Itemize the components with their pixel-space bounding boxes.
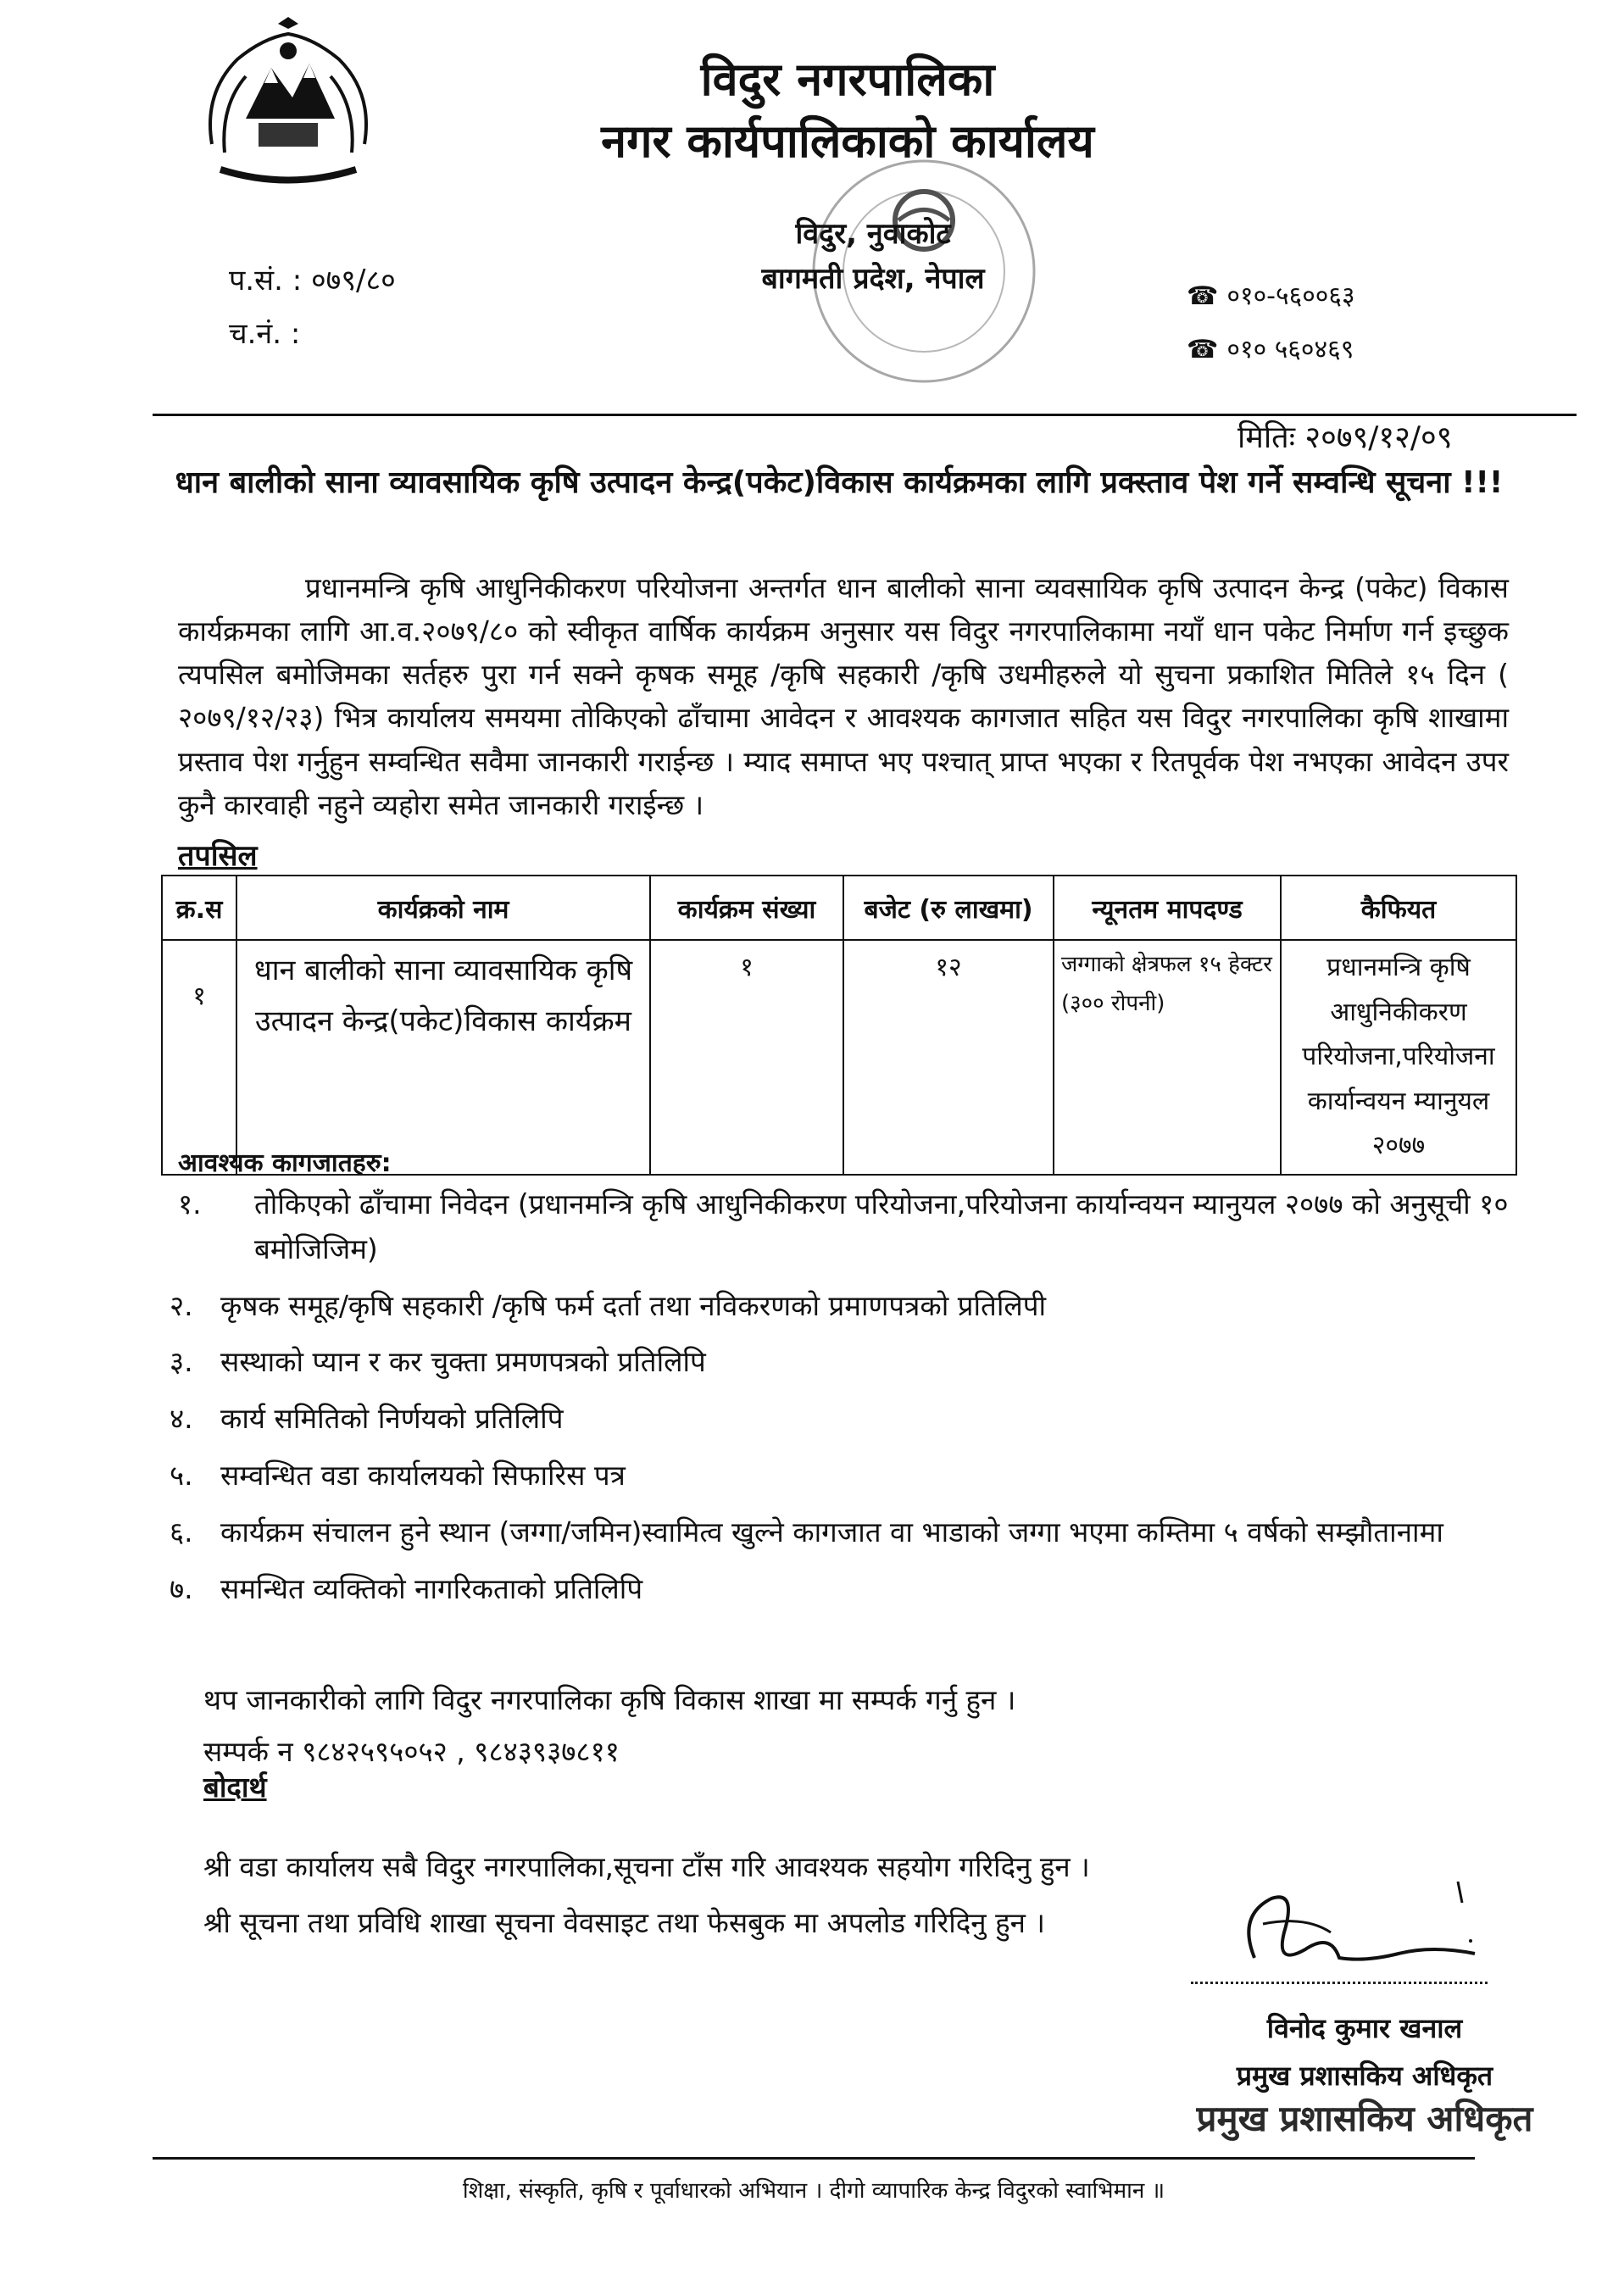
nepal-emblem-icon (186, 17, 390, 195)
notice-date: मितिः २०७९/१२/०९ (1237, 420, 1453, 455)
signatory-block (1170, 2004, 1560, 2099)
contact-phones: सम्पर्क न ९८४२५९५०५२ , ९८४३९३७८११ (203, 1735, 620, 1769)
dispatch-number: च.नं. : (229, 316, 301, 351)
phone-line-2 (1187, 323, 1355, 376)
address-line-2: बागमती प्रदेश, नेपाल (761, 261, 985, 296)
contact-info: थप जानकारीको लागि विदुर नगरपालिका कृषि विकास शाखा मा सम्पर्क गर्नु हुन । (203, 1683, 1016, 1716)
list-item-number: १. (178, 1187, 202, 1220)
list-item (170, 1454, 1509, 1498)
signatory-title: प्रमुख प्रशासकिय अधिकृत (1236, 2060, 1493, 2092)
column-header: बजेट (रु लाखमा) (843, 876, 1054, 940)
phone-block (1187, 270, 1355, 376)
notice-title: धान बालीको साना व्यावसायिक कृषि उत्पादन केन्द्र(पकेट)विकास कार्यक्रमका लागि प्रक्स्ताव पेश गर्ने सम्वन्धि सूचना !!! (175, 465, 1504, 500)
letterhead-address (661, 212, 1085, 301)
list-item-text: सस्थाको प्यान र कर चुक्ता प्रमणपत्रको प्रतिलिपि (220, 1345, 706, 1379)
signature-line (1191, 1982, 1488, 1984)
notice-body: प्रधानमन्त्रि कृषि आधुनिकीकरण परियोजना अन्तर्गत धान बालीको साना व्यवसायिक कृषि उत्पादन केन्द्र (पकेट) विकास कार्यक्रमका लागि आ.व.२०७९/८० को स्वीकृत वार्षिक कार्यक्रम अनुसार यस विदुर नगरपालिकामा नयाँ धान पकेट निर्माण गर्न इच्छुक त्यपसिल बमोजिमका सर्तहरु पुरा गर्न सक्ने कृषक समूह /कृषि सहकारी /कृषि उधमीहरुले यो सुचना प्रकाशित मितिले १५ दिन ( २०७९/१२/२३) भित्र कार्यालय समयमा तोकिएको ढाँचामा आवेदन र आवश्यक कागजात सहित यस विदुर नगरपालिका कृषि शाखामा प्रस्ताव पेश गर्नुहुन सम्वन्धित सवैमा जानकारी गराईन्छ । म्याद समाप्त भए पश्चात् प्राप्त भएका र रितपूर्वक पेश नभएका आवेदन उपर कुनै कारवाही नहुने व्यहोरा समेत जानकारी गराईन्छ । (178, 571, 1509, 821)
documents-heading: आवश्यक कागजातहरु: (178, 1148, 392, 1178)
documents-list (170, 1182, 1509, 1623)
list-item-text: तोकिएको ढाँचामा निवेदन (प्रधानमन्त्रि कृषि आधुनिकीकरण परियोजना,परियोजना कार्यान्वयन म्यानुयल २०७७ को अनुसूची १० बमोजिजिम) (254, 1187, 1509, 1265)
reference-block (229, 254, 396, 361)
list-item (170, 1510, 1509, 1555)
list-item-text: कार्यक्रम संचालन हुने स्थान (जग्गा/जमिन)स्वामित्व खुल्ने कागजात वा भाडाको जग्गा भएमा कम्तिमा ५ वर्षको सम्झौतानामा (220, 1515, 1443, 1548)
list-item-text: कार्य समितिको निर्णयको प्रतिलिपि (220, 1402, 564, 1436)
column-header: कैफियत (1281, 876, 1516, 940)
column-header: क्र.स (162, 876, 236, 940)
cc-heading: बोदार्थ (203, 1771, 267, 1804)
phone-number-1: ०१०-५६००६३ (1226, 281, 1355, 311)
schedule-heading: तपसिल (178, 839, 258, 873)
signatory-name: विनोद कुमार खनाल (1266, 2012, 1463, 2044)
address-line-1: विदुर, नुवाकोट (795, 217, 951, 251)
list-item-number: ५. (170, 1458, 193, 1492)
list-item (170, 1397, 1509, 1442)
reference-number: प.सं. : ०७९/८० (229, 264, 396, 297)
footer-slogan: शिक्षा, संस्कृति, कृषि र पूर्वाधारको अभियान । दीगो व्यापारिक केन्द्र विदुरको स्वाभिमान ॥ (462, 2178, 1165, 2204)
cell-program-count: १ (650, 940, 843, 1175)
list-item-number: ३. (170, 1345, 193, 1379)
contact-block (203, 1674, 1475, 1777)
table-row (162, 940, 1516, 1175)
list-item (170, 1567, 1509, 1612)
signature-icon (1204, 1865, 1509, 1992)
list-item (170, 1340, 1509, 1385)
table-header-row (162, 876, 1516, 940)
telephone-icon: ☎ (1187, 281, 1219, 311)
municipality-name: विदुर नगरपालिका (700, 53, 995, 106)
cell-program-name: धान बालीको साना व्यावसायिक कृषि उत्पादन केन्द्र(पकेट)विकास कार्यक्रम (236, 940, 650, 1175)
phone-line-1 (1187, 270, 1355, 323)
list-item-number: ७. (170, 1571, 193, 1605)
cell-serial: १ (162, 940, 236, 1175)
list-item-text: कृषक समूह/कृषि सहकारी /कृषि फर्म दर्ता तथा नविकरणको प्रमाणपत्रको प्रतिलिपी (220, 1288, 1047, 1322)
cell-remarks: प्रधानमन्त्रि कृषि आधुनिकीकरण परियोजना,परियोजना कार्यान्वयन म्यानुयल २०७७ (1281, 940, 1516, 1175)
list-item-text: सम्वन्धित वडा कार्यालयको सिफारिस पत्र (220, 1458, 626, 1492)
schedule-table (161, 875, 1517, 1176)
telephone-icon: ☎ (1187, 335, 1219, 364)
cc-item: श्री वडा कार्यालय सबै विदुर नगरपालिका,सूचना टाँस गरि आवश्यक सहयोग गरिदिनु हुन । (203, 1850, 1090, 1883)
list-item-number: ६. (170, 1515, 193, 1548)
phone-number-2: ०१० ५६०४६९ (1226, 335, 1354, 364)
office-name: नगर कार्यपालिकाको कार्यालय (601, 114, 1094, 168)
column-header: न्यूनतम मापदण्ड (1054, 876, 1281, 940)
list-item (170, 1182, 1509, 1272)
list-item-number: २. (170, 1288, 193, 1322)
cc-item: श्री सूचना तथा प्रविधि शाखा सूचना वेवसाइट तथा फेसबुक मा अपलोड गरिदिनु हुन । (203, 1906, 1045, 1939)
cell-criteria: जग्गाको क्षेत्रफल १५ हेक्टर (३०० रोपनी) (1054, 940, 1281, 1175)
footer-divider (153, 2157, 1475, 2160)
list-item-number: ४. (170, 1402, 193, 1436)
column-header: कार्यक्रको नाम (236, 876, 650, 940)
designation-stamp: प्रमुख प्रशासकिय अधिकृत (1196, 2098, 1533, 2139)
list-item-text: समन्धित व्यक्तिको नागरिकताको प्रतिलिपि (220, 1571, 643, 1605)
cell-budget: १२ (843, 940, 1054, 1175)
list-item (170, 1284, 1509, 1329)
column-header: कार्यक्रम संख्या (650, 876, 843, 940)
